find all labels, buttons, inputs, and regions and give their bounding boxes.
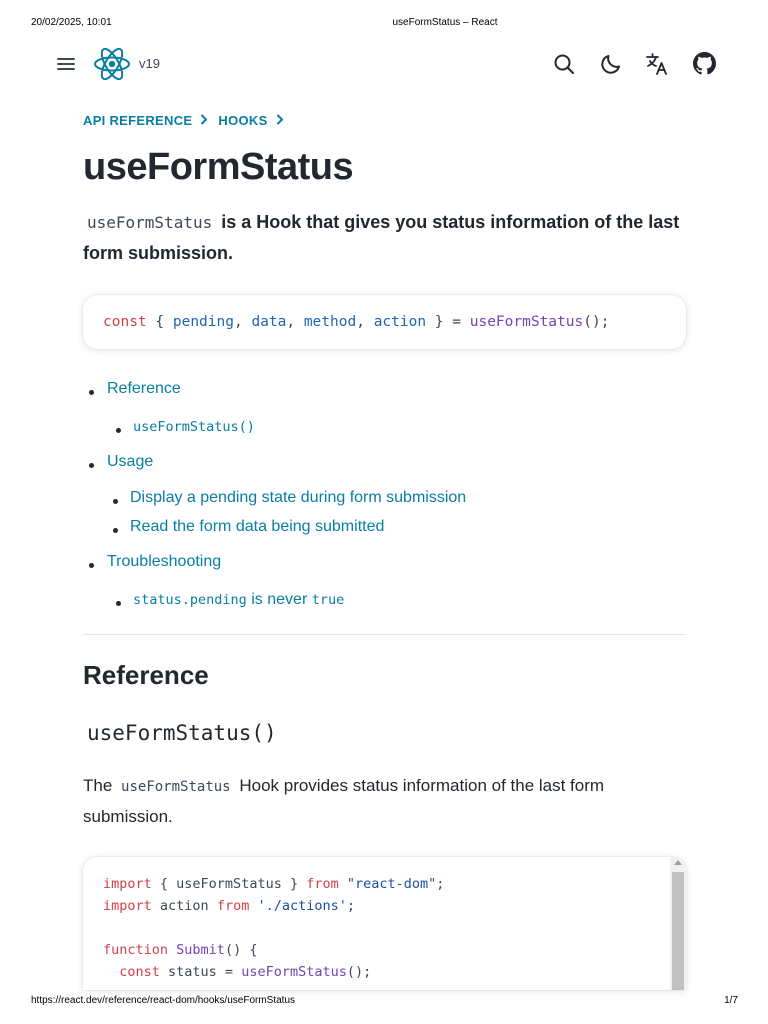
code-punct: } =	[426, 314, 470, 330]
react-logo-icon[interactable]	[92, 44, 132, 84]
code-function: useFormStatus	[469, 314, 584, 330]
code-line: const status = useFormStatus();	[119, 964, 372, 980]
toc-subitem-read-form-data[interactable]	[130, 518, 384, 536]
code-line: import { useFormStatus } from "react-dom";	[103, 876, 445, 892]
example-code-block	[83, 857, 686, 990]
intro-paragraph	[83, 207, 687, 268]
scroll-up-arrow-icon[interactable]	[674, 860, 682, 865]
section-heading: Reference	[83, 660, 209, 690]
toc-label[interactable]: Usage	[107, 453, 154, 470]
code-punct: {	[146, 314, 173, 330]
intro-code: useFormStatus	[87, 213, 213, 232]
code-line: import action from './actions';	[103, 898, 356, 914]
toc-subitem-useformstatus[interactable]	[133, 418, 255, 436]
section-divider	[83, 634, 686, 635]
toc-subitem-pending-never-true[interactable]	[133, 591, 344, 609]
github-icon[interactable]	[693, 52, 716, 75]
para-text: The	[83, 776, 118, 795]
menu-icon[interactable]	[56, 54, 76, 74]
chevron-right-icon	[200, 113, 208, 128]
toc-label[interactable]: Read the form data being submitted	[130, 518, 385, 535]
top-navbar	[0, 44, 768, 84]
toc-subitem-pending-state[interactable]	[130, 489, 466, 507]
breadcrumb-hooks[interactable]: HOOKS	[218, 113, 268, 128]
toc-code[interactable]: true	[311, 592, 345, 608]
breadcrumb-api-reference[interactable]: API REFERENCE	[83, 113, 193, 128]
code-param: pending	[172, 314, 234, 330]
print-title: useFormStatus – React	[392, 17, 498, 28]
toc-label[interactable]: is never	[246, 591, 312, 608]
print-url: https://react.dev/reference/react-dom/hooks/useFormStatus	[31, 995, 296, 1006]
code-param: action	[373, 314, 427, 330]
section-subheading: useFormStatus()	[87, 721, 277, 745]
toc-code[interactable]: useFormStatus()	[133, 419, 255, 435]
code-lines	[103, 873, 444, 983]
breadcrumb	[83, 113, 687, 128]
print-page-number: 1/7	[724, 995, 738, 1006]
para-text: Hook provides status information of the last form submission.	[83, 776, 605, 826]
para-code: useFormStatus	[121, 779, 231, 795]
version-label[interactable]: v19	[139, 56, 160, 71]
scroll-thumb[interactable]	[672, 872, 684, 990]
code-line-blank	[103, 917, 444, 939]
code-keyword: const	[103, 314, 147, 330]
signature-code-block: const { pending, data, method, action } = useFormStatus();	[83, 295, 686, 349]
code-scrollbar[interactable]	[670, 857, 686, 990]
page-title: useFormStatus	[83, 146, 354, 188]
toc-label[interactable]: Display a pending state during form submission	[130, 489, 467, 506]
chevron-right-icon	[276, 113, 284, 128]
print-datetime: 20/02/2025, 10:01	[31, 17, 112, 28]
translate-icon[interactable]	[645, 52, 669, 76]
toc-label[interactable]: Reference	[107, 380, 181, 397]
code-param: data	[251, 314, 287, 330]
search-icon[interactable]	[553, 53, 575, 75]
code-punct: ();	[583, 314, 610, 330]
code-param: method	[303, 314, 357, 330]
code-line: function Submit() {	[103, 942, 258, 958]
toc-code[interactable]: status.pending	[133, 592, 247, 608]
section-paragraph	[83, 771, 687, 831]
intro-text: is a Hook that gives you status information of the last form submission.	[83, 212, 680, 263]
toc-label[interactable]: Troubleshooting	[107, 553, 222, 570]
moon-icon[interactable]	[599, 52, 623, 76]
